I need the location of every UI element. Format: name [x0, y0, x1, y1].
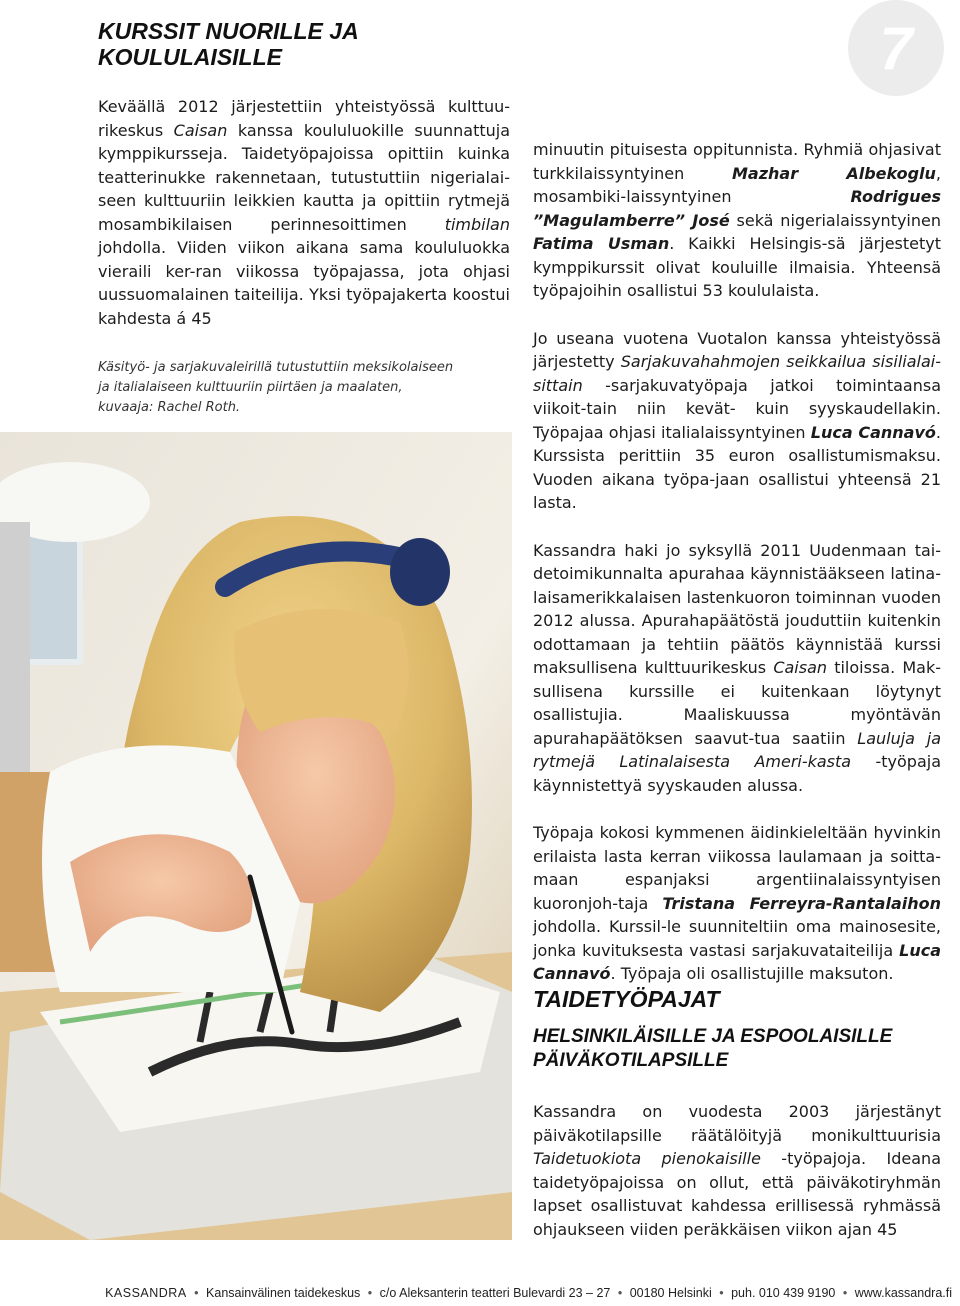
- text-run: Keväällä 2012 järjestettiin yhteistyössä kulttuu-rikeskus: [98, 97, 510, 140]
- text-run: . Kaikki Helsingis-sä järjestetyt kymppikurssit olivat kouluille ilmaisia. Yhteensä työpajoihin osallistui 53 koululaista.: [533, 234, 941, 300]
- footer-city: 00180 Helsinki: [629, 1286, 712, 1300]
- text-run: johdolla. Kurssil-le suunniteltiin oma mainosesite, jonka kuvituksesta vastasi sarjakuvataiteilija: [533, 917, 941, 960]
- page-heading: [98, 18, 498, 70]
- paragraph: [533, 539, 941, 798]
- paragraph: [533, 327, 941, 515]
- name-run: Luca Cannavó: [810, 422, 936, 442]
- name-run: Rodrigues ”Magulamberre” José: [533, 187, 941, 230]
- paragraph: [533, 1100, 941, 1241]
- footer-website-link[interactable]: www.kassandra.fi: [854, 1286, 952, 1300]
- name-run: Fatima Usman: [533, 234, 670, 253]
- section-subtitle: [533, 1025, 953, 1073]
- text-run: Työpaja kokosi kymmenen äidinkieleltään hyvinkin erilaista lasta kerran viikossa laulamaan ja soitta-maan espanjaksi argentiinalaissyntyisen kuoronjoh-taja: [533, 823, 941, 913]
- text-run: , mosambiki-laissyntyinen: [533, 163, 941, 206]
- text-run: . Työpaja oli osallistujille maksuton.: [610, 964, 894, 983]
- footer-address: c/o Aleksanterin teatteri Bulevardi 23 – 27: [379, 1286, 611, 1300]
- name-run: Luca Cannavó: [533, 940, 941, 983]
- painting-girl-photo: [0, 432, 512, 1240]
- footer-separator: •: [719, 1286, 724, 1300]
- text-run: -työpaja käynnistettyä syyskauden alussa.: [533, 752, 941, 795]
- italic-run: Caisan: [773, 658, 828, 677]
- footer-org: Kansainvälinen taidekeskus: [206, 1286, 361, 1300]
- text-run: -työpajoja. Ideana taidetyöpajoissa on ollut, että päiväkotiryhmän lapset osallistuvat kahdessa erillisessä ryhmässä ohjaukseen viiden peräkkäisen viikon ajan 45: [533, 1149, 941, 1239]
- text-run: tiloissa. Mak-sullisena kurssille ei kuitenkaan löytynyt osallistujia. Maaliskuussa myöntävän apurahapäätöksen saavut-tua saatiin: [533, 658, 941, 748]
- caption-line: kuvaaja: Rachel Roth.: [98, 400, 241, 415]
- left-column: [98, 95, 510, 354]
- caption-line: ja italialaiseen kulttuuriin piirtäen ja maalaten,: [98, 380, 403, 395]
- footer-separator: •: [194, 1286, 199, 1300]
- subtitle-line: HELSINKILÄISILLE JA ESPOOLAISILLE: [533, 1026, 893, 1047]
- italic-run: Lauluja ja rytmejä Latinalaisesta Ameri-kasta: [533, 728, 942, 771]
- section-body: [533, 1100, 941, 1265]
- subtitle-line: PÄIVÄKOTILAPSILLE: [533, 1050, 729, 1071]
- heading-line-2: KOULULAISILLE: [98, 44, 282, 70]
- photo-caption: [98, 358, 498, 418]
- name-run: Tristana Ferreyra-Rantalaihon: [662, 893, 941, 913]
- text-run: Kassandra haki jo syksyllä 2011 Uudenmaan tai-detoimikunnalta apurahaa käynnistääkseen latina-laisamerikkalaisen lastenkuoron toiminnan vuoden 2012 alussa. Apurahapäätöstä jouduttiin kuitenkin odottamaan ja tehtiin päätös käynnistää kurssi maksullisena kulttuurikeskus: [533, 540, 941, 677]
- text-run: kanssa koululuokille suunnattuja kymppikursseja. Taidetyöpajoissa opittiin kuinka teatterinukke rakennetaan, tutustuttiin nigerialai-seen kulttuuriin leikkien kautta ja opittiin rytmejä mosambikilaisen perinnesoittimen: [98, 120, 510, 234]
- page-number-badge: [848, 0, 944, 96]
- italic-run: Sarjakuvahahmojen seikkailua sisilialai-sittain: [533, 352, 941, 395]
- footer-separator: •: [367, 1286, 373, 1300]
- text-run: Jo useana vuotena Vuotalon kanssa yhteistyössä järjestetty: [533, 328, 941, 371]
- paragraph: [533, 138, 941, 303]
- footer-phone: puh. 010 439 9190: [731, 1286, 836, 1300]
- heading-line-1: KURSSIT NUORILLE JA: [98, 18, 359, 44]
- page-footer: [72, 1286, 952, 1300]
- text-run: sekä nigerialaissyntyinen: [729, 210, 941, 230]
- page-number: 7: [879, 14, 913, 82]
- italic-run: Caisan: [173, 120, 228, 140]
- italic-run: Taidetuokiota pienokaisille: [533, 1149, 761, 1168]
- right-column: [533, 138, 941, 1010]
- caption-line: Käsityö- ja sarjakuvaleirillä tutustuttiin meksikolaiseen: [98, 360, 454, 375]
- footer-separator: •: [842, 1286, 848, 1300]
- text-run: johdolla. Viiden viikon aikana sama koululuokka vieraili ker-ran viikossa työpajassa, jota ohjasi uussuomalainen taiteilija. Yksi työpajakerta koostui kahdesta á 45: [98, 238, 510, 328]
- text-run: Kassandra on vuodesta 2003 järjestänyt päiväkotilapsille räätälöityjä monikulttuurisia: [533, 1102, 941, 1145]
- footer-separator: •: [617, 1286, 623, 1300]
- italic-run: timbilan: [444, 214, 510, 234]
- paragraph: [98, 95, 510, 330]
- section-title: TAIDETYÖPAJAT: [533, 986, 720, 1012]
- photo-illustration: [0, 432, 512, 1240]
- text-run: -sarjakuvatyöpaja jatkoi toimintaansa viikoit-tain niin kevät- kuin syyskaudellakin. Työpajaa ohjasi italialaissyntyinen: [533, 375, 941, 442]
- footer-brand: KASSANDRA: [105, 1286, 187, 1300]
- text-run: . Kurssista perittiin 35 euron osallistumismaksu. Vuoden aikana työpa-jaan osallistui yhteensä 21 lasta.: [533, 422, 941, 512]
- paragraph: [533, 821, 941, 986]
- name-run: Mazhar Albekoglu: [732, 163, 936, 183]
- text-run: minuutin pituisesta oppitunnista. Ryhmiä ohjasivat turkkilaissyntyinen: [533, 140, 941, 183]
